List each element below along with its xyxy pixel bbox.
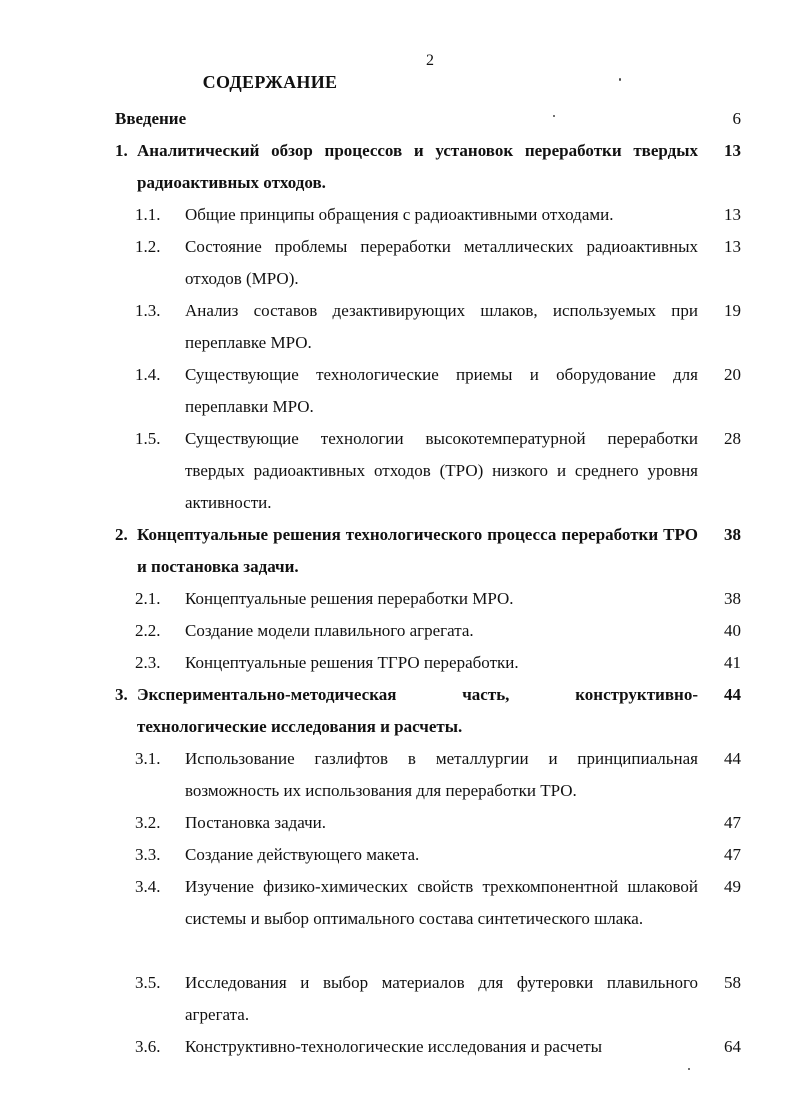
- toc-entry-page: 20: [724, 365, 741, 384]
- toc-entry-page: 49: [724, 877, 741, 896]
- toc-entry-number: 1.3.: [135, 301, 161, 320]
- toc-entry-text: Изучение физико-химических свойств трехкомпонентной шлаковой системы и выбор оптимального состава синтетического шлака.: [185, 877, 698, 928]
- toc-entry-number: 1.: [115, 141, 128, 160]
- toc-entry-text: Создание модели плавильного агрегата.: [185, 621, 474, 640]
- toc-entry-text: Постановка задачи.: [185, 813, 327, 832]
- toc-entry-page: 19: [724, 301, 741, 320]
- toc-entry-1-3: [0, 295, 796, 359]
- toc-entry-number: 1.4.: [135, 365, 161, 384]
- toc-entry-number: 3.6.: [135, 1037, 161, 1056]
- toc-entry-chapter-3: [0, 679, 796, 743]
- toc-entry-1-1: [0, 199, 796, 231]
- toc-entry-number: 3.: [115, 685, 128, 704]
- toc-entry-2-3: [0, 647, 796, 679]
- toc-entry-page: 44: [724, 685, 741, 704]
- toc-title: СОДЕРЖАНИЕ: [202, 72, 338, 92]
- toc-entry-1-4: [0, 359, 796, 423]
- toc-entry-3-3: [0, 839, 796, 871]
- toc-entry-page: 44: [724, 749, 741, 768]
- toc-entry-number: 3.4.: [135, 877, 161, 896]
- toc-entry-page: 38: [724, 589, 741, 608]
- scan-speck: [553, 115, 555, 117]
- toc-entry-number: 2.3.: [135, 653, 161, 672]
- toc-entry-page: 47: [724, 845, 741, 864]
- toc-entry-text: Использование газлифтов в металлургии и принципиальная возможность их использования для переработки ТРО.: [185, 749, 698, 800]
- toc-entry-text: Состояние проблемы переработки металлических радиоактивных отходов (МРО).: [185, 237, 698, 288]
- toc-entry-text: Исследования и выбор материалов для футеровки плавильного агрегата.: [185, 973, 698, 1024]
- page-number: 2: [426, 52, 434, 69]
- scan-speck: [688, 1068, 690, 1070]
- toc-entry-page: 28: [724, 429, 741, 448]
- toc-entry-page: 47: [724, 813, 741, 832]
- toc-entry-page: 13: [724, 141, 741, 160]
- toc-entry-text: Аналитический обзор процессов и установок переработки твердых радиоактивных отходов.: [137, 141, 698, 192]
- scan-speck: [619, 78, 621, 81]
- toc-entry-text: Введение: [115, 109, 187, 128]
- toc-entry-number: 3.2.: [135, 813, 161, 832]
- toc-entry-2-1: [0, 583, 796, 615]
- toc-entry-3-1: [0, 743, 796, 807]
- toc-entry-intro: [0, 103, 796, 135]
- toc-entry-number: 1.5.: [135, 429, 161, 448]
- toc-entry-page: 40: [724, 621, 741, 640]
- toc-entry-chapter-1: [0, 135, 796, 199]
- toc-entry-text: Создание действующего макета.: [185, 845, 420, 864]
- toc-entry-1-5: [0, 423, 796, 519]
- toc-entry-number: 2.2.: [135, 621, 161, 640]
- toc-entry-number: 3.5.: [135, 973, 161, 992]
- toc-entry-text: Конструктивно-технологические исследования и расчеты: [185, 1037, 603, 1056]
- toc-entry-page: 13: [724, 205, 741, 224]
- toc-entry-text: Концептуальные решения технологического процесса переработки ТРО и постановка задачи.: [137, 525, 698, 576]
- toc-entry-text: Существующие технологические приемы и оборудование для переплавки МРО.: [185, 365, 698, 416]
- toc-entry-text: Концептуальные решения переработки МРО.: [185, 589, 514, 608]
- toc-entry-page: 64: [724, 1037, 741, 1056]
- table-of-contents: [0, 103, 796, 1063]
- toc-entry-number: 2.: [115, 525, 128, 544]
- toc-entry-chapter-2: [0, 519, 796, 583]
- toc-entry-text: Концептуальные решения ТГРО переработки.: [185, 653, 519, 672]
- toc-entry-number: 2.1.: [135, 589, 161, 608]
- toc-entry-3-6: [0, 1031, 796, 1063]
- toc-entry-3-2: [0, 807, 796, 839]
- toc-entry-2-2: [0, 615, 796, 647]
- toc-entry-text: Существующие технологии высокотемпературной переработки твердых радиоактивных отходов (ТРО) низкого и среднего уровня активности.: [185, 429, 698, 512]
- toc-entry-text: Анализ составов дезактивирующих шлаков, используемых при переплавке МРО.: [185, 301, 698, 352]
- toc-entry-number: 3.3.: [135, 845, 161, 864]
- toc-entry-number: 1.2.: [135, 237, 161, 256]
- toc-entry-number: 3.1.: [135, 749, 161, 768]
- toc-entry-page: 13: [724, 237, 741, 256]
- toc-entry-page: 6: [732, 109, 741, 128]
- toc-entry-3-4: [0, 871, 796, 967]
- toc-entry-number: 1.1.: [135, 205, 161, 224]
- toc-entry-3-5: [0, 967, 796, 1031]
- toc-entry-text: Экспериментально-методическая часть, конструктивно-технологические исследования и расчеты.: [137, 685, 698, 736]
- toc-entry-1-2: [0, 231, 796, 295]
- toc-entry-page: 38: [724, 525, 741, 544]
- toc-entry-page: 58: [724, 973, 741, 992]
- toc-entry-text: Общие принципы обращения с радиоактивными отходами.: [185, 205, 614, 224]
- toc-entry-page: 41: [724, 653, 741, 672]
